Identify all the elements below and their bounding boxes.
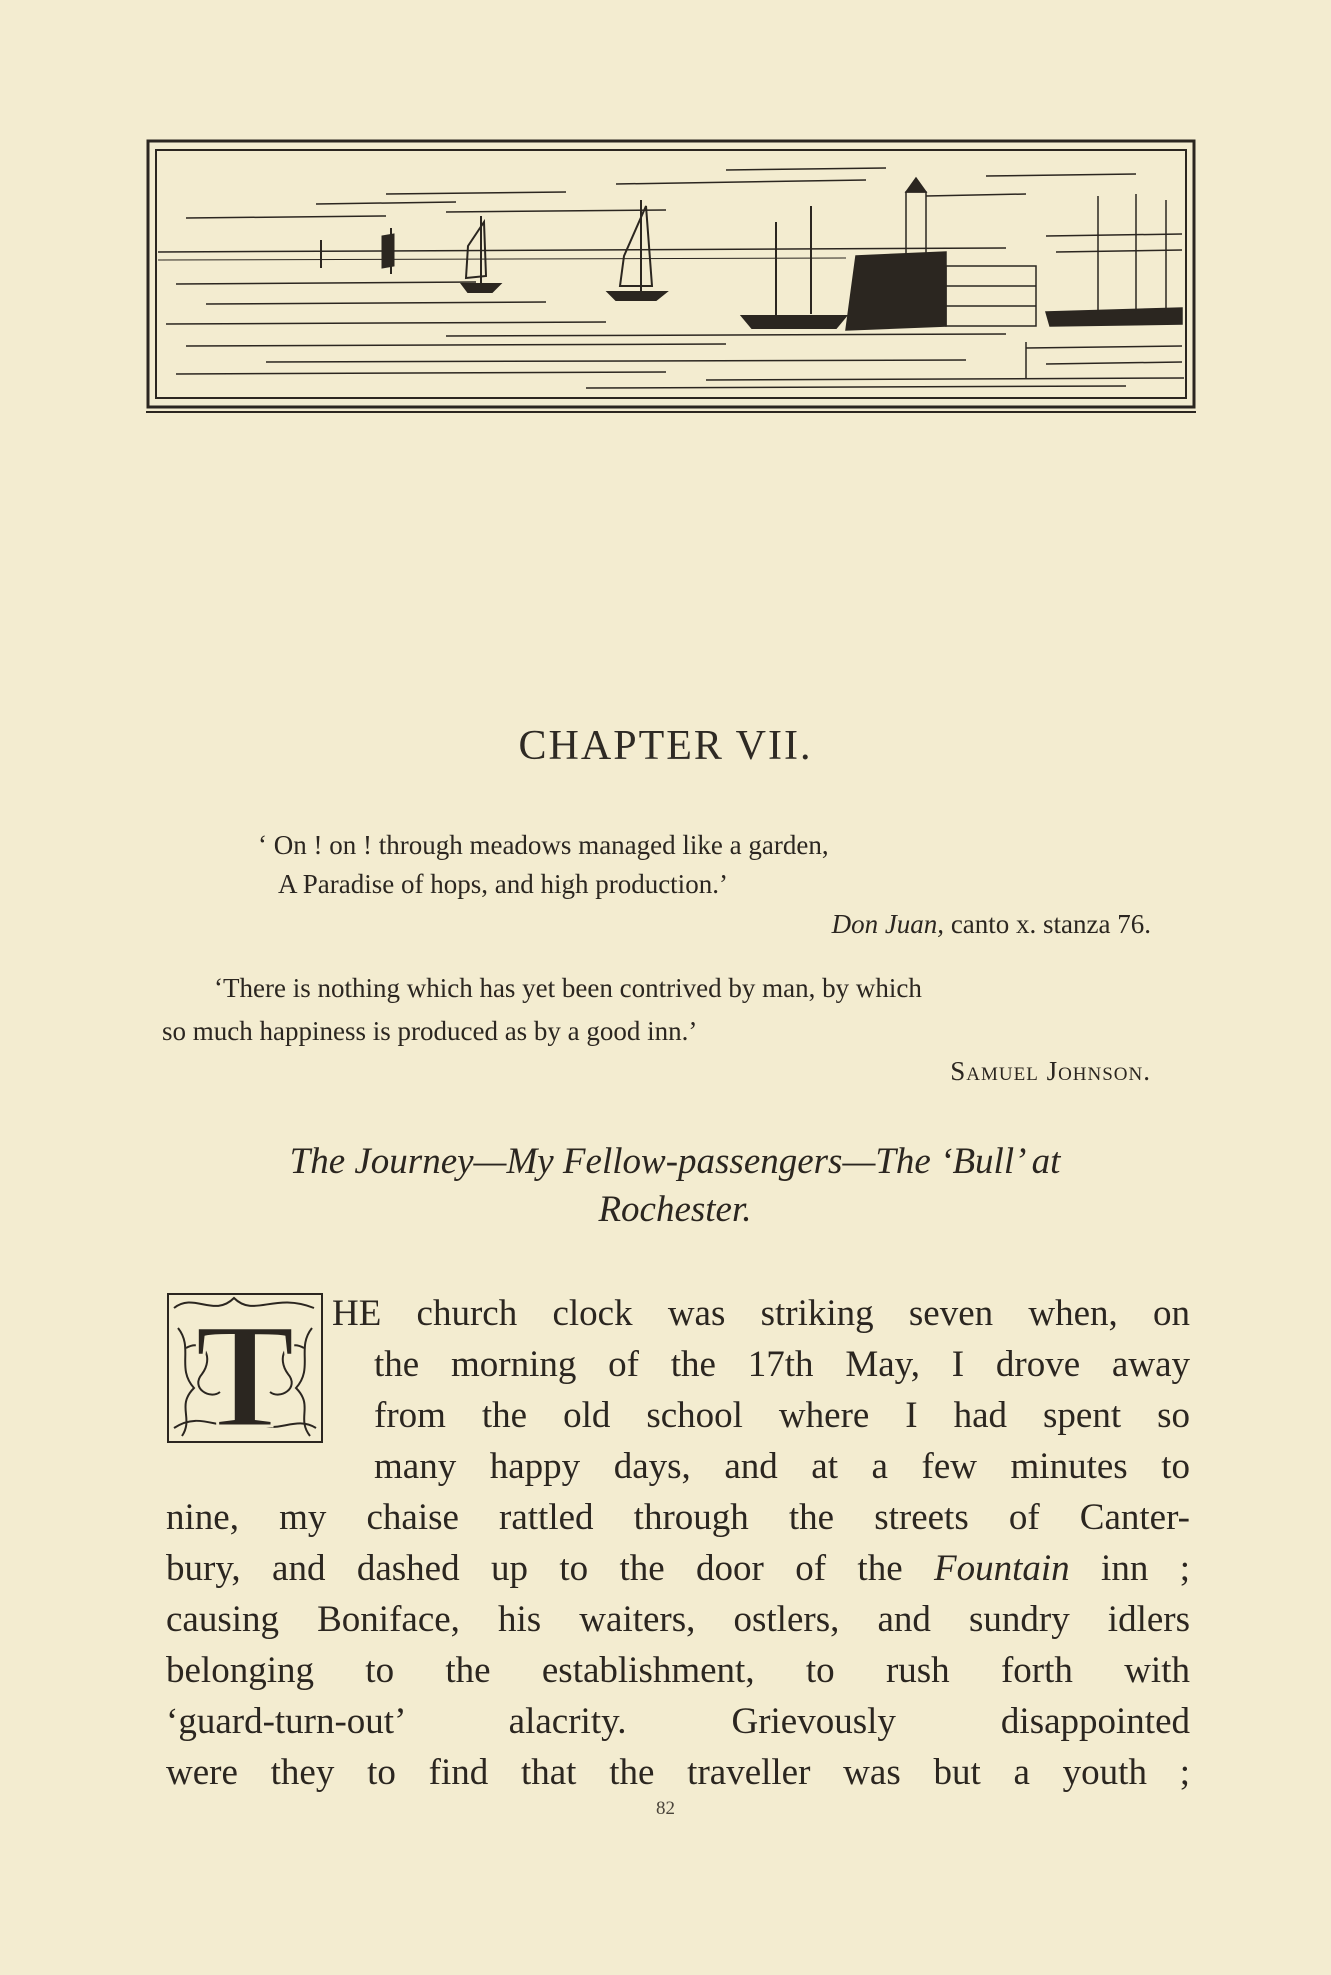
epigraph-byron-source: [832, 905, 1151, 944]
body-line-4: many happy days, and at a few minutes to: [374, 1446, 1190, 1487]
body-line-6: [166, 1544, 1190, 1594]
ornamental-drop-cap: [164, 1288, 326, 1448]
epigraph-byron-line-2: A Paradise of hops, and high production.’: [278, 869, 728, 899]
synopsis-part-1: The Journey—My Fellow-passengers—The ‘: [289, 1141, 953, 1182]
synopsis-part-3: at: [1022, 1141, 1061, 1182]
chapter-synopsis: [160, 1138, 1190, 1234]
body-line-6-end: inn ;: [1069, 1548, 1190, 1589]
body-line-8: belonging to the establishment, to rush forth with: [166, 1650, 1190, 1691]
body-line-2: the morning of the 17th May, I drove away: [374, 1344, 1190, 1385]
body-line-10: were they to find that the traveller was but a youth ;: [166, 1752, 1190, 1793]
chapter-title: CHAPTER VII.: [518, 723, 813, 769]
epigraph-byron-reference: canto x. stanza 76.: [944, 909, 1151, 939]
epigraph-johnson-line-1: ‘There is nothing which has yet been contrived by man, by which: [214, 973, 922, 1003]
body-line-1: HE church clock was striking seven when, on: [332, 1293, 1190, 1334]
harbour-engraving-headpiece: [146, 136, 1198, 414]
body-line-3: from the old school where I had spent so: [374, 1395, 1190, 1436]
body-line-5: nine, my chaise rattled through the streets of Canter-: [166, 1497, 1190, 1538]
body-line-7: causing Boniface, his waiters, ostlers, and sundry idlers: [166, 1599, 1190, 1640]
drop-cap-letter: T: [194, 1293, 296, 1448]
epigraph-johnson-attribution: Samuel Johnson.: [950, 1056, 1151, 1086]
synopsis-part-4: Rochester.: [598, 1189, 752, 1230]
body-line-6-start: bury, and dashed up to the door of the: [166, 1548, 935, 1589]
fountain-inn-name: Fountain: [934, 1548, 1070, 1589]
synopsis-part-2: Bull’: [952, 1141, 1023, 1182]
body-line-9: ‘guard-turn-out’ alacrity. Grievously disappointed: [166, 1701, 1190, 1742]
epigraph-byron-work-title: Don Juan,: [831, 909, 945, 939]
epigraph-byron-line-1: ‘ On ! on ! through meadows managed like a garden,: [258, 830, 829, 860]
epigraph-johnson-line-2: so much happiness is produced as by a good inn.’: [162, 1016, 698, 1046]
page-number: 82: [656, 1798, 675, 1819]
